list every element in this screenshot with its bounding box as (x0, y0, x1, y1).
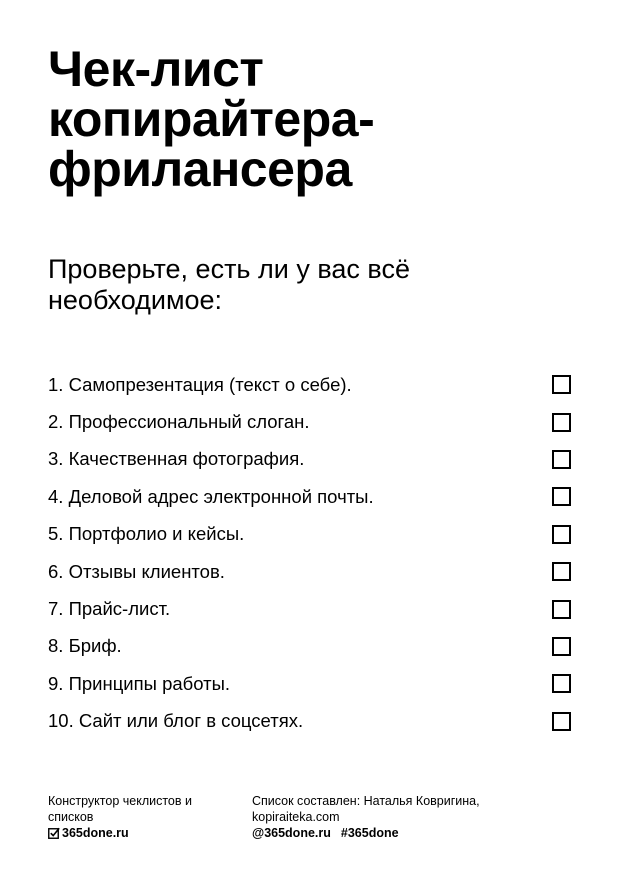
checklist-item-label: 10. Сайт или блог в соцсетях. (48, 710, 304, 732)
checklist-checkbox[interactable] (552, 562, 571, 581)
checklist-item-label: 2. Профессиональный слоган. (48, 411, 310, 433)
brand-link[interactable] (48, 825, 238, 841)
subtitle-line-1: Проверьте, есть ли у вас всё (48, 254, 410, 284)
checklist-checkbox[interactable] (552, 637, 571, 656)
checklist-item (48, 441, 572, 478)
checklist-item-label: 1. Самопрезентация (текст о себе). (48, 373, 352, 395)
checklist-item (48, 628, 572, 665)
checklist-checkbox[interactable] (552, 487, 571, 506)
checklist-item-label: 3. Качественная фотография. (48, 448, 305, 470)
author-site-link[interactable]: kopiraiteka.com (252, 810, 340, 824)
checklist-item (48, 478, 572, 515)
checklist-checkbox[interactable] (552, 600, 571, 619)
page-subtitle (48, 254, 588, 316)
footer-constructor (48, 793, 238, 841)
checklist (48, 366, 572, 740)
checklist-item (48, 553, 572, 590)
title-line-3: фрилансера (48, 141, 352, 197)
checklist-checkbox[interactable] (552, 413, 571, 432)
footer-tags (252, 825, 572, 841)
checkbox-logo-icon (48, 827, 60, 839)
checklist-item (48, 403, 572, 440)
checklist-item (48, 665, 572, 702)
checklist-checkbox[interactable] (552, 712, 571, 731)
checklist-item (48, 366, 572, 403)
title-line-1: Чек-лист (48, 41, 264, 97)
handle-link[interactable]: @365done.ru (252, 826, 331, 840)
checklist-checkbox[interactable] (552, 525, 571, 544)
checklist-item (48, 703, 572, 740)
hashtag-link[interactable]: #365done (340, 826, 399, 840)
checklist-item-label: 7. Прайс-лист. (48, 598, 171, 620)
checklist-item-label: 9. Принципы работы. (48, 672, 231, 694)
brand-site: 365done.ru (62, 826, 129, 840)
title-line-2: копирайтера- (48, 91, 375, 147)
checklist-item-label: 4. Деловой адрес электронной почты. (48, 485, 374, 507)
checklist-item (48, 516, 572, 553)
constructor-label: Конструктор чеклистов и списков (48, 794, 192, 824)
footer-credits (252, 793, 572, 841)
checklist-checkbox[interactable] (552, 674, 571, 693)
checklist-item-label: 8. Бриф. (48, 635, 122, 657)
author-line: Список составлен: Наталья Ковригина, (252, 794, 480, 808)
checklist-item-label: 5. Портфолио и кейсы. (48, 523, 245, 545)
checklist-checkbox[interactable] (552, 450, 571, 469)
checklist-item (48, 590, 572, 627)
subtitle-line-2: необходимое: (48, 285, 223, 315)
page-title (48, 41, 588, 197)
checklist-checkbox[interactable] (552, 375, 571, 394)
checklist-item-label: 6. Отзывы клиентов. (48, 560, 225, 582)
